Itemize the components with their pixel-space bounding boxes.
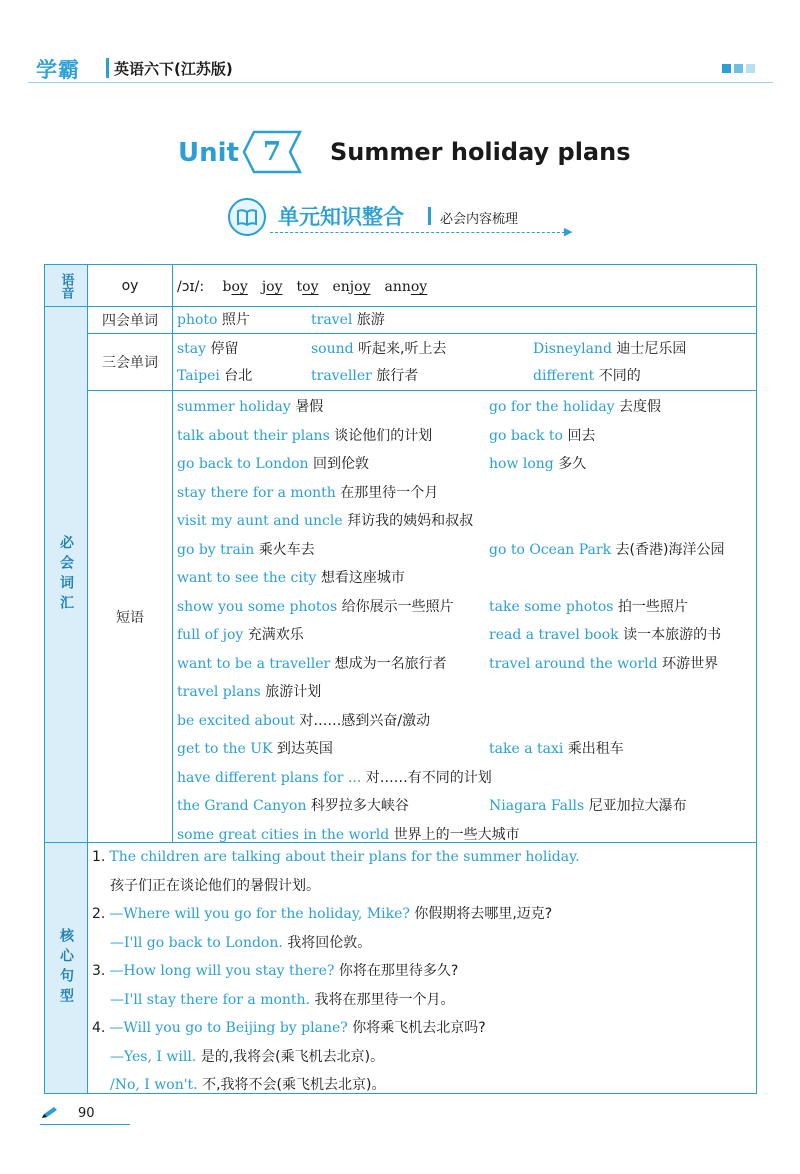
phrase-item: travel around the world 环游世界 bbox=[489, 655, 719, 672]
phrase-item: stay there for a month 在那里待一个月 bbox=[177, 484, 439, 501]
list-item: traveller 旅行者 bbox=[311, 368, 419, 384]
phonics-word: joy bbox=[261, 279, 283, 295]
phrases-cell bbox=[172, 390, 757, 843]
banner-title: 单元知识整合 bbox=[278, 205, 404, 229]
phrase-item: want to see the city 想看这座城市 bbox=[177, 570, 405, 586]
dashed-rule bbox=[270, 232, 570, 233]
phrase-item: get to the UK 到达英国 bbox=[177, 741, 333, 757]
sentence-line: 2. —Where will you go for the holiday, Mike? 你假期将去哪里,迈克? bbox=[92, 906, 553, 922]
divider bbox=[428, 207, 431, 225]
phrase-item: go back to 回去 bbox=[489, 427, 596, 444]
phrase-item: take a taxi 乘出租车 bbox=[489, 741, 624, 757]
phrase-label: 短语 bbox=[87, 390, 173, 843]
phrase-item: summer holiday 暑假 bbox=[177, 399, 324, 415]
knowledge-table bbox=[44, 264, 757, 1094]
decor-squares bbox=[722, 64, 755, 73]
phrase-item: full of joy 充满欢乐 bbox=[177, 627, 304, 643]
phonics-word: toy bbox=[296, 279, 319, 295]
phrase-item: show you some photos 给你展示一些照片 bbox=[177, 598, 454, 615]
phrase-item: go to Ocean Park 去(香港)海洋公园 bbox=[489, 541, 725, 558]
phrase-item: take some photos 拍一些照片 bbox=[489, 598, 688, 615]
phrase-item: read a travel book 读一本旅游的书 bbox=[489, 627, 722, 643]
unit-label: Unit bbox=[178, 138, 239, 168]
unit-title-row bbox=[0, 128, 800, 178]
list-item: sound 听起来,听上去 bbox=[311, 341, 447, 357]
footer-rule bbox=[40, 1124, 130, 1125]
brand-logo: 学霸 bbox=[36, 58, 80, 82]
phrase-item: talk about their plans 谈论他们的计划 bbox=[177, 427, 433, 444]
phonics-words: /ɔɪ/: boy joy toy enjoy annoy bbox=[177, 279, 428, 295]
page-header bbox=[28, 48, 773, 88]
phrase-item: how long 多久 bbox=[489, 456, 587, 472]
list-item: different 不同的 bbox=[533, 368, 641, 384]
phrase-item: go for the holiday 去度假 bbox=[489, 399, 662, 415]
phrase-item: be excited about 对……感到兴奋/激动 bbox=[177, 712, 431, 729]
sentence-header: 核心句型 bbox=[44, 842, 88, 1094]
phonics-word: annoy bbox=[384, 279, 428, 295]
divider bbox=[106, 58, 109, 78]
sentence-line: —Yes, I will. 是的,我将会(乘飞机去北京)。 bbox=[110, 1048, 385, 1065]
phrase-item: visit my aunt and uncle 拜访我的姨妈和叔叔 bbox=[177, 513, 474, 529]
phrase-item: go back to London 回到伦敦 bbox=[177, 456, 370, 472]
open-book-icon bbox=[228, 198, 266, 236]
list-item: stay 停留 bbox=[177, 341, 239, 357]
sentence-line: 孩子们正在谈论他们的暑假计划。 bbox=[110, 877, 320, 894]
sentence-line: —I'll go back to London. 我将回伦敦。 bbox=[110, 934, 372, 951]
section-banner bbox=[228, 196, 578, 240]
four-label: 四会单词 bbox=[87, 306, 173, 334]
sentences-cell bbox=[87, 842, 757, 1094]
list-item: Taipei 台北 bbox=[177, 368, 253, 384]
three-label: 三会单词 bbox=[87, 333, 173, 391]
sentence-line: 3. —How long will you stay there? 你将在那里待多久? bbox=[92, 963, 459, 979]
unit-name: Summer holiday plans bbox=[330, 138, 631, 166]
phrase-item: some great cities in the world 世界上的一些大城市 bbox=[177, 826, 520, 843]
four-words-cell bbox=[172, 306, 757, 334]
vocab-header: 必会词汇 bbox=[44, 306, 88, 843]
arrow-right-icon: ▶ bbox=[564, 225, 573, 238]
list-item: travel 旅游 bbox=[311, 312, 385, 328]
phonics-words-cell bbox=[172, 264, 757, 307]
phonics-sound: oy bbox=[87, 264, 173, 307]
phonics-word: enjoy bbox=[332, 279, 371, 295]
phrase-item: travel plans 旅游计划 bbox=[177, 684, 322, 700]
book-title: 英语六下(江苏版) bbox=[114, 60, 233, 78]
header-rule bbox=[28, 82, 773, 83]
sentence-line: /No, I won't. 不,我将不会(乘飞机去北京)。 bbox=[110, 1077, 386, 1093]
pencil-icon bbox=[40, 1106, 60, 1120]
sentence-line: 4. —Will you go to Beijing by plane? 你将乘飞机去北京吗? bbox=[92, 1020, 486, 1036]
list-item: photo 照片 bbox=[177, 312, 250, 328]
phonics-word: boy bbox=[222, 279, 248, 295]
phrase-item: go by train 乘火车去 bbox=[177, 541, 315, 558]
unit-number: 7 bbox=[262, 137, 282, 167]
phrase-item: have different plans for ... 对……有不同的计划 bbox=[177, 769, 492, 786]
sentence-line: 1. The children are talking about their plans for the summer holiday. bbox=[92, 849, 580, 865]
phrase-item: Niagara Falls 尼亚加拉大瀑布 bbox=[489, 798, 687, 814]
page-number: 90 bbox=[78, 1106, 95, 1121]
banner-subtitle: 必会内容梳理 bbox=[440, 212, 519, 227]
phrase-item: want to be a traveller 想成为一名旅行者 bbox=[177, 655, 447, 672]
unit-number-badge bbox=[242, 130, 302, 174]
sentence-line: —I'll stay there for a month. 我将在那里待一个月。 bbox=[110, 991, 455, 1008]
list-item: Disneyland 迪士尼乐园 bbox=[533, 341, 687, 357]
three-words-cell bbox=[172, 333, 757, 391]
phrase-item: the Grand Canyon 科罗拉多大峡谷 bbox=[177, 798, 409, 814]
phonics-header: 语音 bbox=[44, 264, 88, 307]
